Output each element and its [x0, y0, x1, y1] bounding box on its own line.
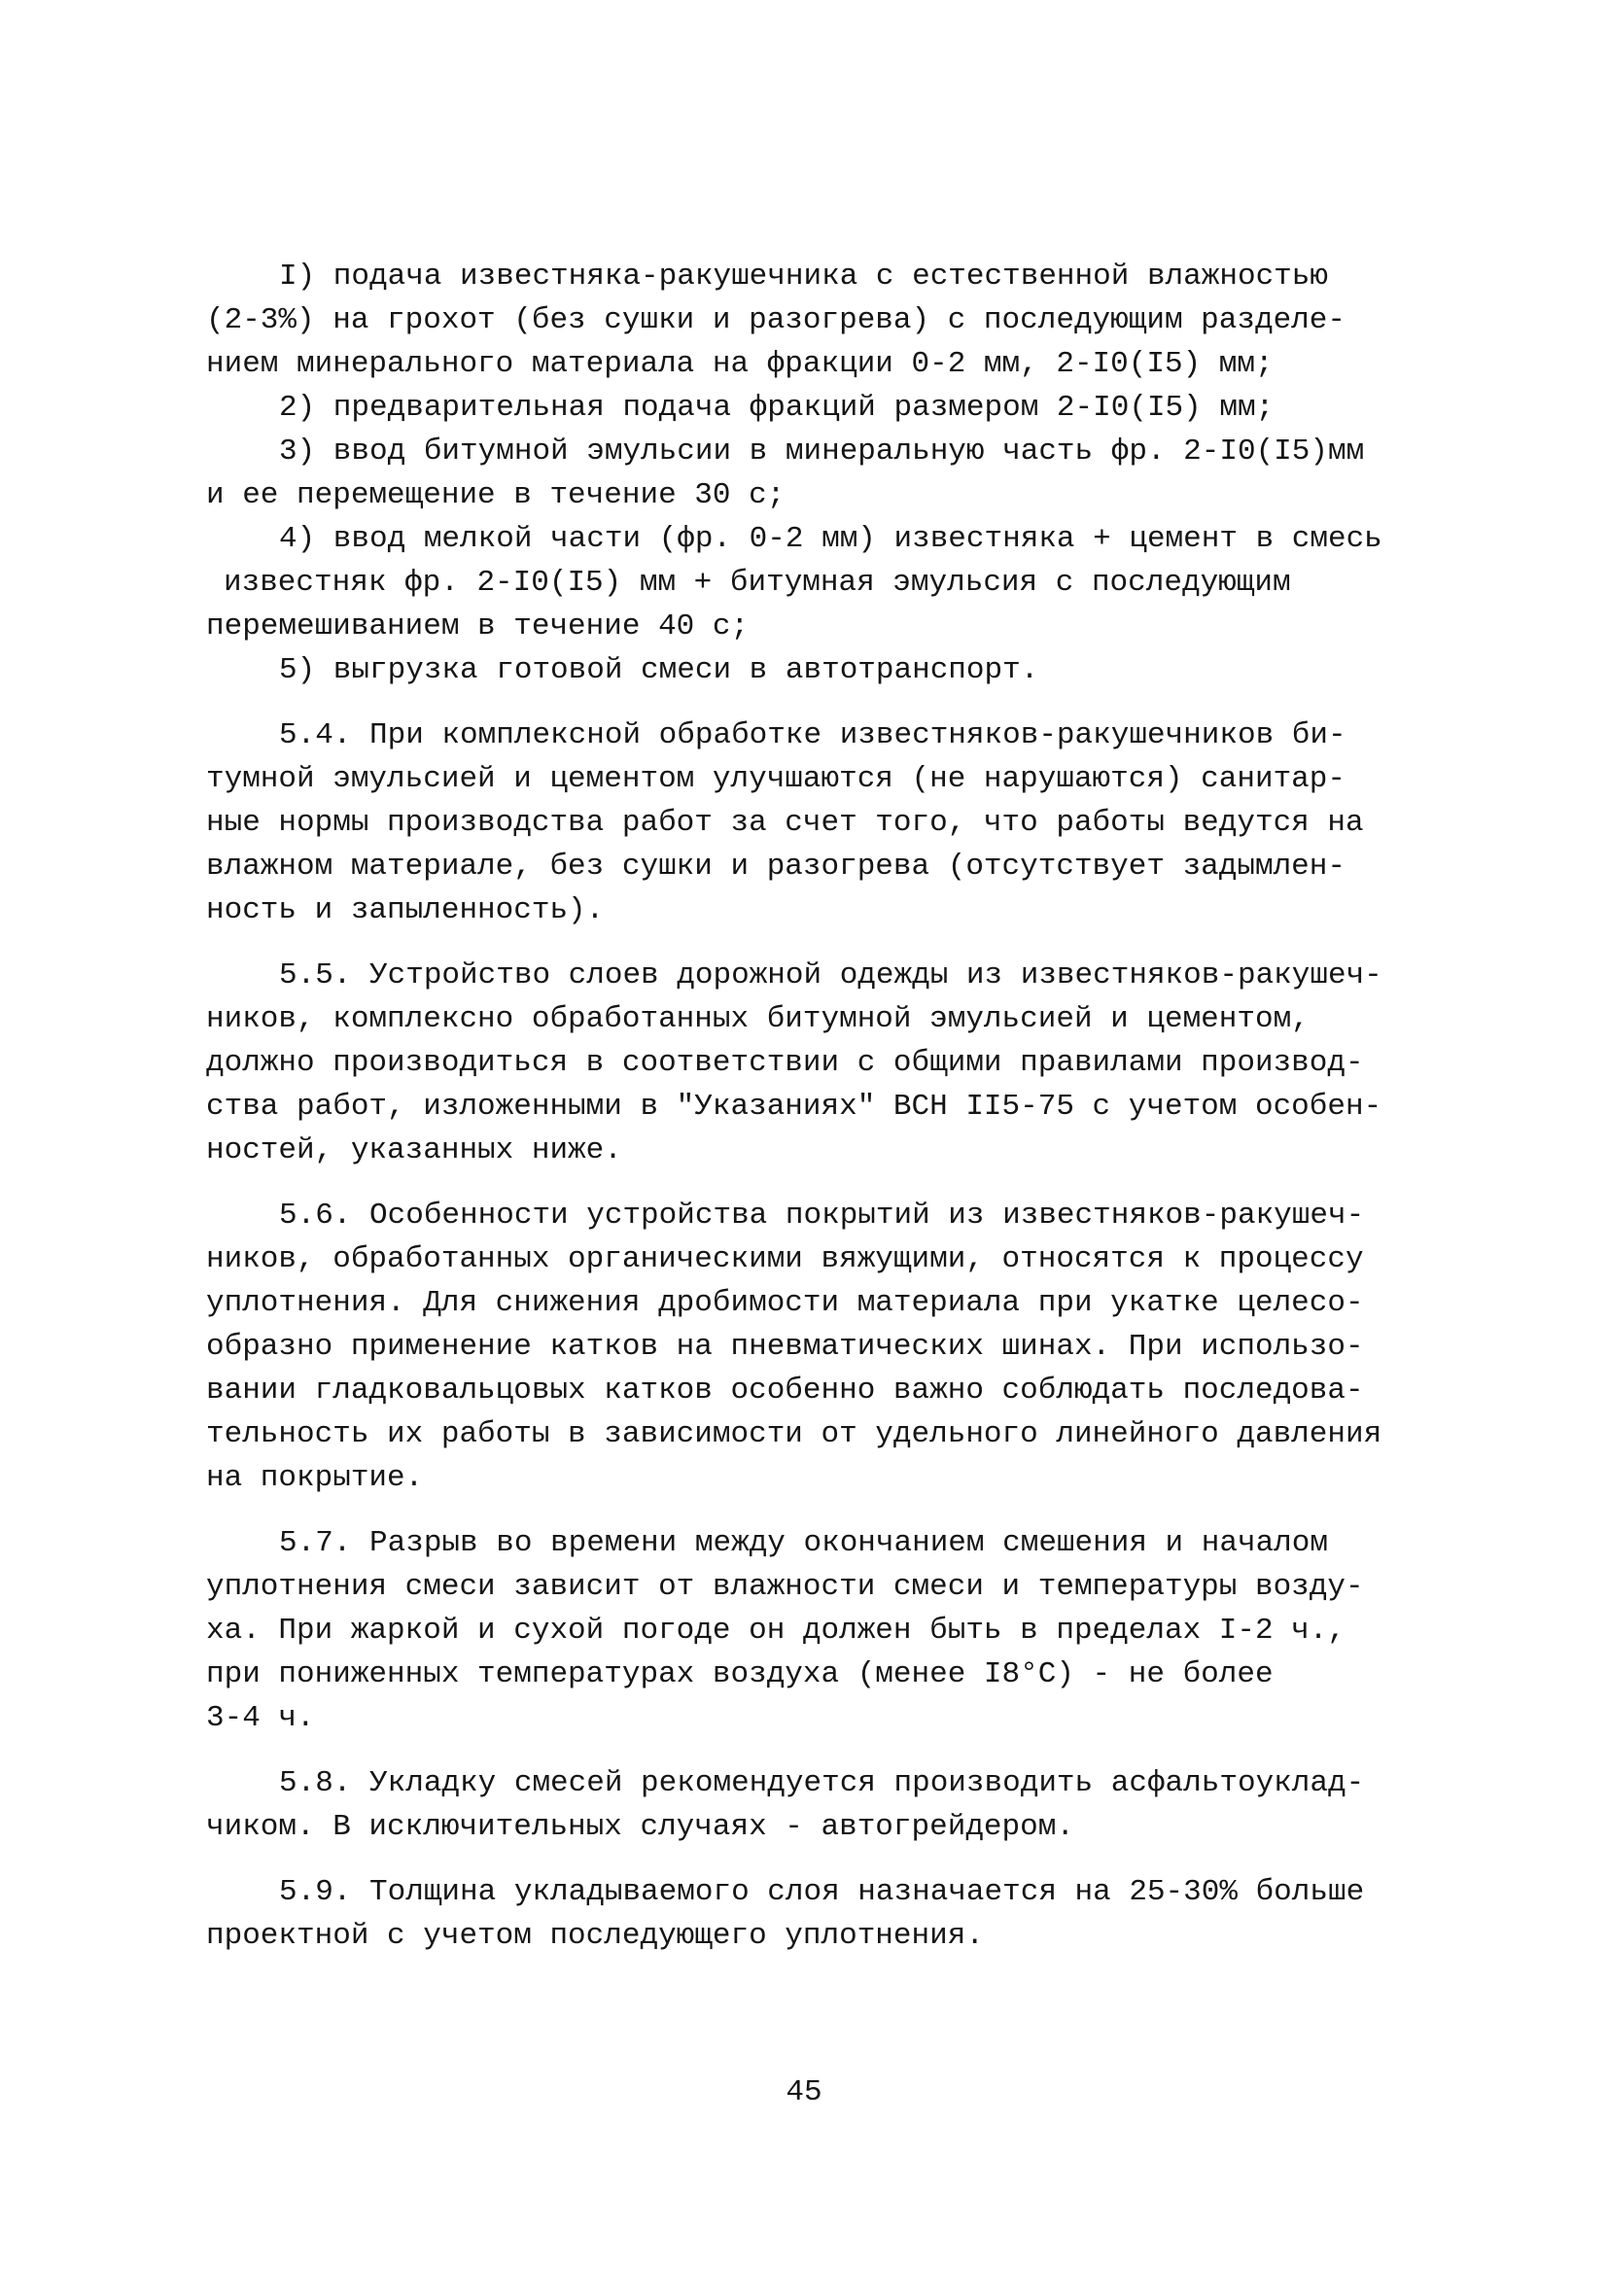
list-item — [206, 430, 1452, 517]
list-item — [206, 255, 1452, 386]
text-line: 5.7. Разрыв во времени между окончанием смешения и началом — [279, 1526, 1328, 1560]
section-5-7 — [206, 1521, 1452, 1740]
page-number: 45 — [786, 2075, 822, 2109]
section-5-8 — [206, 1761, 1452, 1849]
text-line: 5.5. Устройство слоев дорожной одежды из известняков-ракушеч- — [279, 958, 1382, 992]
text-line: ников, комплексно обработанных битумной эмульсией и цементом, — [206, 1002, 1310, 1036]
section-5-6 — [206, 1194, 1452, 1500]
text-line: 3) ввод битумной эмульсии в минеральную часть фр. 2-I0(I5)мм — [279, 435, 1365, 469]
text-line: ностей, указанных ниже. — [206, 1133, 622, 1167]
text-line: образно применение катков на пневматических шинах. При использо- — [206, 1330, 1364, 1364]
text-line: уплотнения смеси зависит от влажности смеси и температуры возду- — [206, 1570, 1364, 1604]
text-line: известняк фр. 2-I0(I5) мм + битумная эмульсия с последующим — [224, 566, 1291, 600]
text-line: при пониженных температурах воздуха (менее I8°C) - не более — [206, 1657, 1274, 1691]
text-line: ства работ, изложенными в "Указаниях" ВСН II5-75 с учетом особен- — [206, 1090, 1382, 1124]
text-line: влажном материале, без сушки и разогрева (отсутствует задымлен- — [206, 850, 1346, 884]
list-item — [206, 517, 1452, 648]
text-line: ха. При жаркой и сухой погоде он должен быть в пределах I-2 ч., — [206, 1614, 1346, 1648]
text-line: должно производиться в соответствии с общими правилами производ- — [206, 1046, 1364, 1080]
list-item — [206, 648, 1452, 692]
text-line: нием минерального материала на фракции 0-2 мм, 2-I0(I5) мм; — [206, 347, 1274, 381]
text-line: 5.4. При комплексной обработке известняков-ракушечников би- — [279, 718, 1346, 752]
text-line: 5.6. Особенности устройства покрытий из известняков-ракушеч- — [279, 1199, 1365, 1233]
text-line: тумной эмульсией и цементом улучшаются (не нарушаются) санитар- — [206, 762, 1346, 796]
text-line: 5) выгрузка готовой смеси в автотранспорт. — [279, 653, 1039, 687]
text-line: 5.9. Толщина укладываемого слоя назначается на 25-30% больше — [279, 1875, 1365, 1909]
text-line: 3-4 ч. — [206, 1701, 315, 1735]
document-body — [206, 255, 1452, 1958]
text-line: 4) ввод мелкой части (фр. 0-2 мм) известняка + цемент в смесь — [279, 522, 1382, 556]
text-line: вании гладковальцовых катков особенно важно соблюдать последова- — [206, 1374, 1364, 1408]
text-line: на покрытие. — [206, 1461, 424, 1495]
text-line: чиком. В исключительных случаях - автогрейдером. — [206, 1810, 1074, 1844]
section-5-9 — [206, 1870, 1452, 1958]
text-line: перемешиванием в течение 40 с; — [206, 609, 750, 644]
text-line: 2) предварительная подача фракций размером 2-I0(I5) мм; — [279, 391, 1275, 425]
text-line: ные нормы производства работ за счет того, что работы ведутся на — [206, 806, 1364, 840]
text-line: проектной с учетом последующего уплотнения. — [206, 1919, 984, 1953]
text-line: 5.8. Укладку смесей рекомендуется производить асфальтоуклад- — [279, 1766, 1365, 1800]
text-line: тельность их работы в зависимости от удельного линейного давления — [206, 1417, 1382, 1451]
list-item — [206, 386, 1452, 430]
text-line: (2-3%) на грохот (без сушки и разогрева) с последующим разделе- — [206, 303, 1346, 337]
text-line: I) подача известняка-ракушечника с естественной влажностью — [279, 260, 1328, 294]
text-line: уплотнения. Для снижения дробимости материала при укатке целесо- — [206, 1286, 1364, 1320]
section-5-4 — [206, 713, 1452, 932]
text-line: ников, обработанных органическими вяжущими, относятся к процессу — [206, 1242, 1364, 1276]
section-5-5 — [206, 954, 1452, 1172]
text-line: ность и запыленность). — [206, 893, 605, 927]
text-line: и ее перемещение в течение 30 с; — [206, 478, 786, 512]
